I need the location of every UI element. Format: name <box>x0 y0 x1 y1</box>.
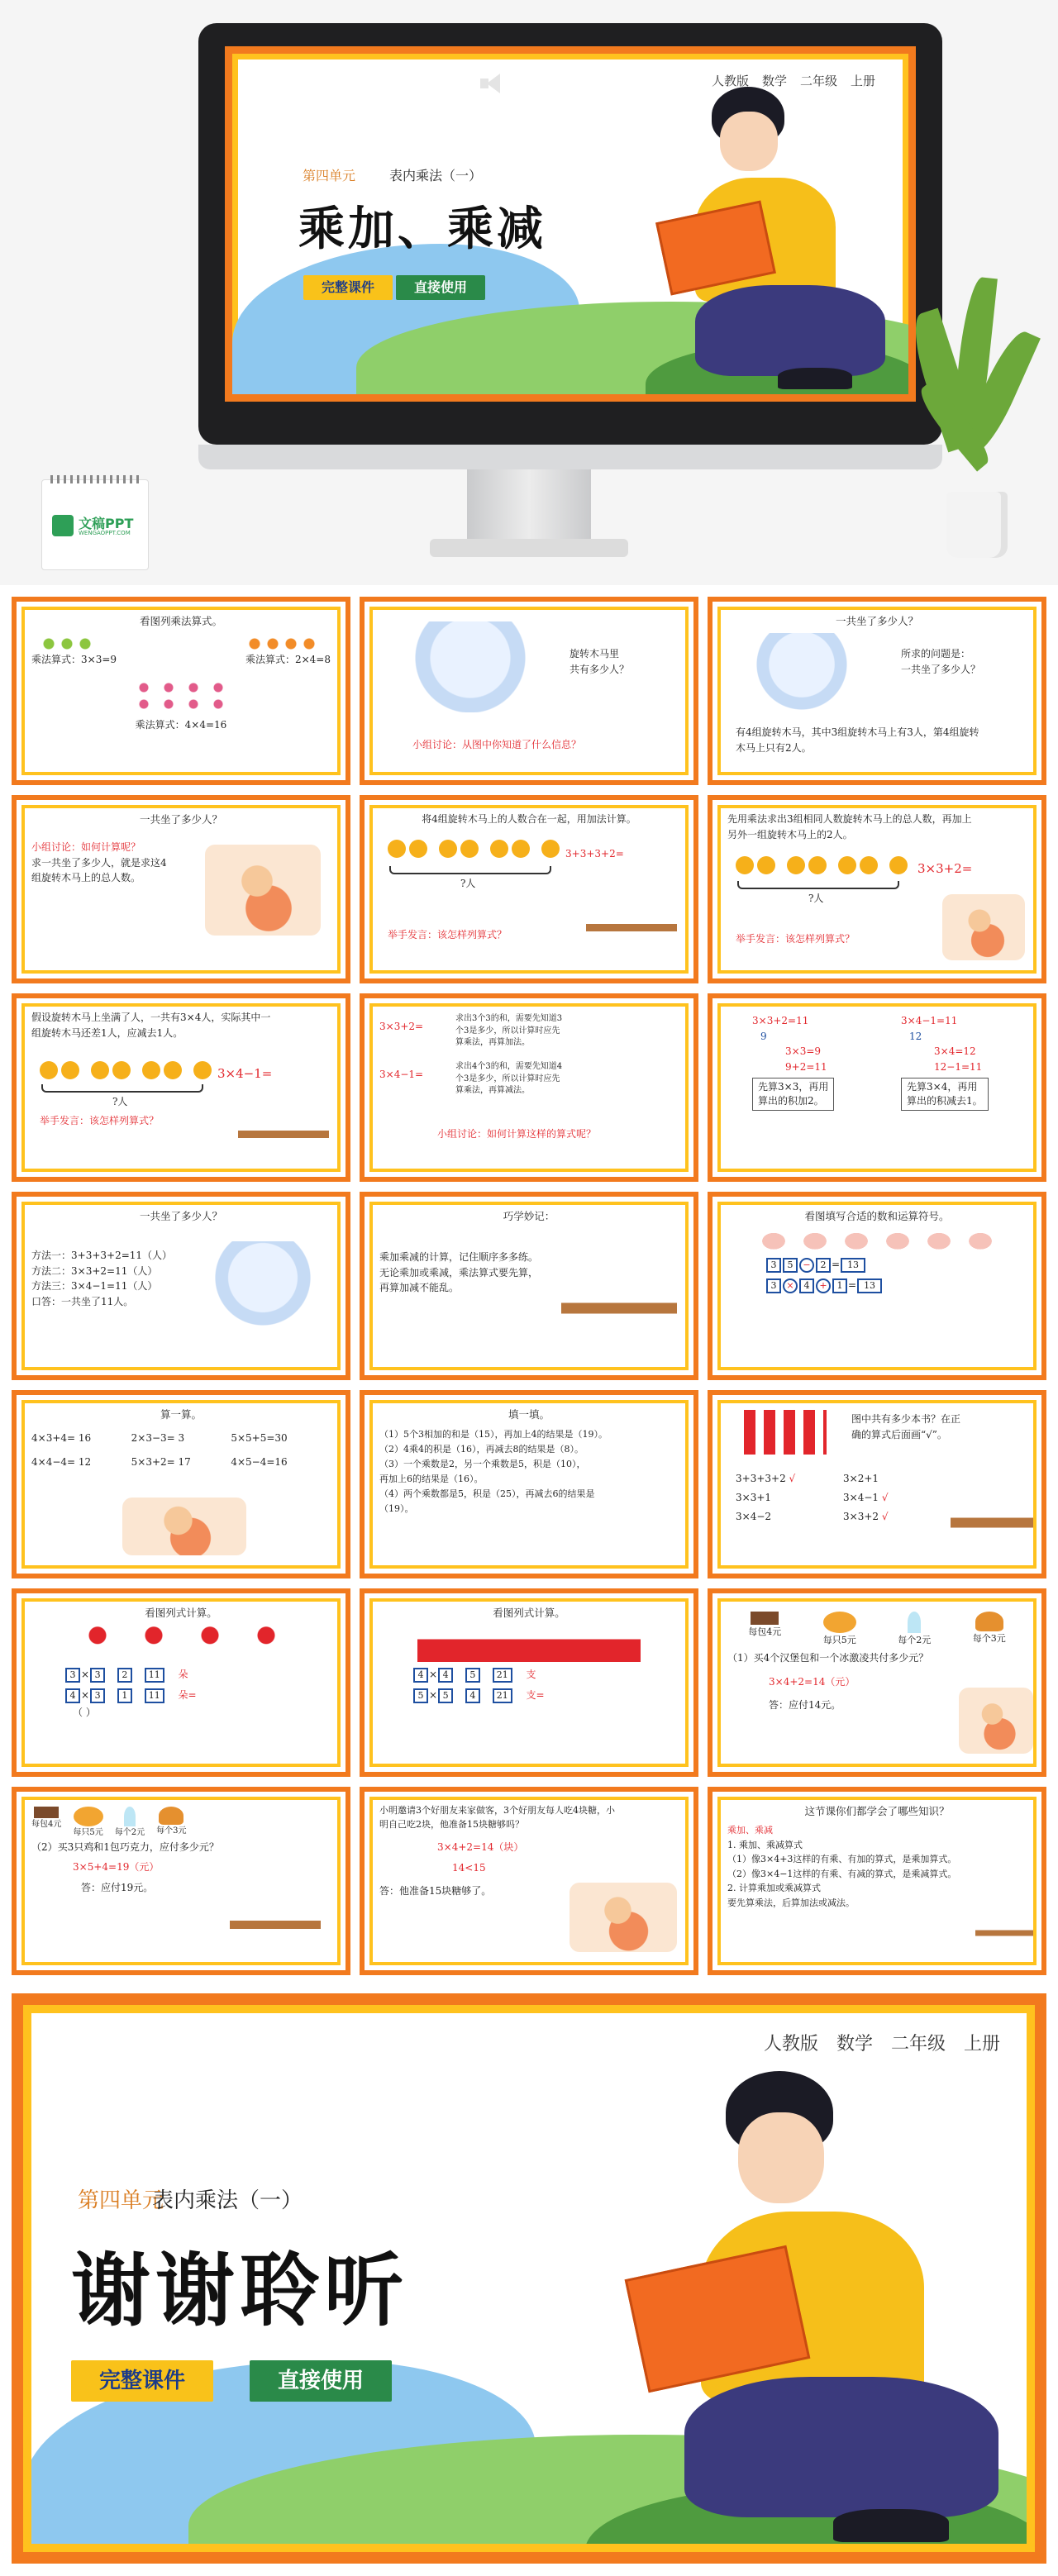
check-mark: √ <box>881 1491 889 1503</box>
discuss-label: 小组讨论：如何计算这样的算式呢？ <box>437 1128 597 1140</box>
monitor-chin <box>198 445 942 469</box>
op-box: − <box>799 1258 814 1273</box>
thanks-slide <box>12 1993 1046 2564</box>
option: 3×3+1 <box>736 1491 772 1503</box>
book-stacks-icon <box>744 1410 827 1455</box>
meta-subject: 数学 <box>761 74 787 88</box>
fruit-icon-row <box>40 636 94 652</box>
answer: 答：他准备15块糖够了。 <box>379 1885 492 1897</box>
slide-thumbnail[interactable] <box>12 1787 350 1975</box>
equation: 3×4−1=11 <box>901 1015 958 1026</box>
people-group-icons <box>40 1061 215 1084</box>
slide-line: 乘法算式：3×3=9 <box>31 654 117 666</box>
slide-line: 方法二：3×3+2=11（人） <box>31 1264 158 1277</box>
slide-line: 将4组旋转木马上的人数合在一起，用加法计算。 <box>422 813 636 825</box>
slide-title: 一共坐了多少人？ <box>835 615 918 627</box>
thanks-unit: 第四单元 <box>78 2188 164 2213</box>
candy-icon-grid <box>131 679 231 712</box>
thanks-title: 谢谢聆听 <box>71 2244 408 2337</box>
op: × <box>81 1669 90 1681</box>
slide-title: 看图填写合适的数和运算符号。 <box>804 1210 950 1222</box>
option: 3×2+1 <box>843 1473 879 1484</box>
exercise: 4×4−4= 12 <box>31 1455 92 1468</box>
brand-sub: WENGAOPPT.COM <box>79 530 131 536</box>
leaf-icon-row <box>245 636 318 652</box>
op: × <box>429 1669 438 1681</box>
meta-edition: 人教版 <box>711 74 749 88</box>
brace-icon <box>41 1084 203 1093</box>
box: 5 <box>413 1688 428 1703</box>
slide-line: 先用乘法求出3组相同人数旋转木马上的总人数，再加上 <box>727 813 972 825</box>
check-mark: √ <box>789 1473 796 1484</box>
box: 2 <box>816 1258 831 1273</box>
question: （1）买4个汉堡包和一个冰激凌共付多少元？ <box>727 1652 929 1664</box>
slide-thumbnail[interactable] <box>12 1588 350 1777</box>
children-illustration <box>205 845 321 936</box>
summary-heading: 乘加、乘减 <box>727 1825 773 1836</box>
slide-line: 要先算乘法，后算加法或减法。 <box>727 1897 855 1908</box>
monitor-stand <box>467 469 591 540</box>
unit: 支 <box>526 1669 536 1681</box>
slide-line: 一共坐了多少人？ <box>901 663 981 675</box>
slide-line: （4）两个乘数都是5，积是（25），再减去6的结果是 <box>379 1488 595 1500</box>
slide-line: 乘法算式：2×4=8 <box>245 654 331 666</box>
intermediate: 9 <box>760 1030 767 1042</box>
slide-line: 口答：一共坐了11人。 <box>31 1295 134 1307</box>
slide-line: 假设旋转木马上坐满了人，一共有3×4人，实际其中一 <box>31 1012 271 1023</box>
slide-thumbnail[interactable] <box>708 1390 1046 1578</box>
slide-line: 共有多少人？ <box>570 663 630 675</box>
cover-subtitle: 表内乘法（一） <box>389 168 483 183</box>
box: 4 <box>413 1668 428 1683</box>
box: 11 <box>145 1688 164 1703</box>
eq: = <box>848 1279 857 1292</box>
brace-icon <box>737 881 899 889</box>
tag-direct-use: 直接使用 <box>250 2360 392 2402</box>
bun-icons <box>753 1227 1001 1250</box>
slide-line: 先算3×3，再用 <box>758 1081 829 1093</box>
slide-line: 再算加减不能乱。 <box>379 1282 460 1294</box>
student-reading-illustration <box>951 1456 1033 1555</box>
discuss-label: 小组讨论：从图中你知道了什么信息？ <box>412 739 582 750</box>
slide-title: 巧学妙记： <box>503 1210 555 1222</box>
unit: 朵= <box>178 1689 197 1702</box>
equation: 3+3+3+2= <box>565 848 624 859</box>
meta-volume: 上册 <box>850 74 875 88</box>
slide-thumbnail[interactable] <box>12 1390 350 1578</box>
slide-line: 小明邀请3个好朋友来家做客，3个好朋友每人吃4块糖，小 <box>379 1805 615 1816</box>
cover-unit: 第四单元 <box>303 168 356 183</box>
unknown-label: ?人 <box>808 893 824 904</box>
box: 5 <box>438 1688 453 1703</box>
unit: 朵 <box>178 1669 188 1681</box>
slide-line: 乘加乘减的计算，记住顺序多多练。 <box>379 1251 539 1263</box>
meta-edition: 人教版 <box>763 2034 818 2055</box>
equation: 3×3+2= <box>379 1021 424 1032</box>
slide-line: 算乘法，再算减法。 <box>455 1086 530 1095</box>
box: 21 <box>493 1688 512 1703</box>
slide-line: 个3是多少，所以计算时应先 <box>455 1026 560 1036</box>
flower-icons <box>69 1624 293 1662</box>
equation: 3×4+2=14（元） <box>769 1675 855 1688</box>
box: 4 <box>438 1668 453 1683</box>
brace-icon <box>389 866 551 874</box>
pencil-cup-icons <box>417 1624 641 1662</box>
price-items: 每包4元 每只5元 每个2元 每个3元 <box>31 1807 331 1840</box>
unit: 支= <box>526 1689 545 1702</box>
slide-line: 旋转木马里 <box>570 648 620 659</box>
slide-thumbnail[interactable] <box>360 795 698 983</box>
equation: 3×5+4=19（元） <box>73 1861 160 1874</box>
classroom-illustration <box>561 1236 677 1344</box>
slide-line: 算出的积减去1。 <box>907 1095 983 1107</box>
step: 3×4=12 <box>934 1045 976 1058</box>
slide-line: （19）。 <box>379 1503 414 1515</box>
slide-line: 无论乘加或乘减，乘法算式要先算， <box>379 1266 539 1278</box>
slide-line: （2）像3×4−1这样的有乘、有减的算式，是乘减算式。 <box>727 1868 957 1879</box>
exercise: 4×3+4= 16 <box>31 1432 92 1445</box>
carousel-illustration <box>197 1241 329 1332</box>
slide-thumbnail[interactable] <box>708 993 1046 1182</box>
exercise: 5×3+2= 17 <box>131 1455 191 1468</box>
monitor-stand-base <box>430 539 628 557</box>
thanks-subtitle: 表内乘法（一） <box>152 2188 303 2213</box>
slide-line: 先算3×4，再用 <box>907 1081 978 1093</box>
slide-title: 看图列乘法算式。 <box>139 615 222 627</box>
slide-title: 看图列式计算。 <box>145 1607 217 1619</box>
answer: 答：应付19元。 <box>81 1881 154 1893</box>
exercise: 2×3−3= 3 <box>131 1432 185 1445</box>
slide-thumbnail[interactable] <box>708 1588 1046 1777</box>
slide-line: 明自己吃2块，他准备15块糖够吗？ <box>379 1819 524 1831</box>
children-eating-illustration <box>122 1498 246 1555</box>
desk-calendar <box>41 479 149 570</box>
slide-line: 算乘法，再算加法。 <box>455 1038 530 1047</box>
box: 1 <box>832 1278 847 1293</box>
slide-thumbnail[interactable] <box>12 597 350 785</box>
exercise: 5×5+5=30 <box>231 1432 288 1445</box>
tag-full-courseware: 完整课件 <box>303 275 393 300</box>
comparison: 14<15 <box>452 1861 486 1874</box>
meta-subject: 数学 <box>836 2034 873 2055</box>
box: 3 <box>766 1258 781 1273</box>
slide-thumbnail[interactable] <box>360 1588 698 1777</box>
slide-line: （1）5个3相加的和是（15），再加上4的结果是（19）。 <box>379 1428 608 1440</box>
carousel-illustration <box>388 621 553 712</box>
equation: 3×4+2=14（块） <box>437 1841 524 1854</box>
unknown-label: ?人 <box>460 878 476 889</box>
equation: 3×4−1= <box>379 1069 424 1080</box>
people-group-icons <box>388 840 563 863</box>
speaker-icon[interactable] <box>480 72 508 93</box>
discuss-label: 小组讨论：如何计算呢？ <box>31 841 141 853</box>
equation: 3×3+2=11 <box>752 1015 809 1026</box>
family-dinner-illustration <box>959 1688 1033 1754</box>
girl-at-desk-illustration <box>230 1869 321 1952</box>
people-group-icons <box>736 856 911 879</box>
carousel-illustration <box>736 633 868 712</box>
answer-blank: （ ） <box>73 1707 96 1719</box>
tag-full-courseware: 完整课件 <box>71 2360 213 2402</box>
slide-thumbnail[interactable] <box>708 1787 1046 1975</box>
op: × <box>429 1689 438 1702</box>
option: 3×4−1 <box>843 1491 879 1503</box>
box: 4 <box>65 1688 80 1703</box>
slide-thumbnail[interactable] <box>708 1192 1046 1380</box>
slide-line: 求出4个3的和，需要先知道4 <box>455 1062 563 1071</box>
box: 1 <box>117 1688 132 1703</box>
slide-line: 组旋转木马上的总人数。 <box>31 872 141 884</box>
box: 4 <box>799 1278 814 1293</box>
option: 3×3+2 <box>843 1510 879 1522</box>
slide-thumbnail[interactable] <box>360 993 698 1182</box>
box: 11 <box>145 1668 164 1683</box>
slide-thumbnail[interactable] <box>708 795 1046 983</box>
slide-line: 1. 乘加、乘减算式 <box>727 1839 803 1850</box>
slide-thumbnail[interactable] <box>360 1390 698 1578</box>
slide-line: 乘法算式：4×4=16 <box>135 718 227 731</box>
slide-line: 方法一：3+3+3+2=11（人） <box>31 1250 173 1261</box>
step: 9+2=11 <box>785 1060 827 1073</box>
equation: 3×4−1= <box>217 1066 273 1081</box>
option: 3+3+3+2 <box>736 1473 786 1484</box>
slide-title: 一共坐了多少人？ <box>139 813 222 826</box>
check-mark: √ <box>881 1510 889 1522</box>
reading-boy-illustration <box>662 87 910 402</box>
step: 3×3=9 <box>785 1045 822 1058</box>
meta-volume: 上册 <box>963 2034 1000 2055</box>
slide-thumbnail[interactable] <box>360 1787 698 1975</box>
price-items: 每包4元 每只5元 每个2元 每个3元 <box>727 1612 1027 1647</box>
reader-illustration <box>942 894 1025 960</box>
slide-thumbnail[interactable] <box>12 993 350 1182</box>
unknown-label: ?人 <box>112 1096 128 1107</box>
box: 5 <box>783 1258 798 1273</box>
slide-thumbnail[interactable] <box>360 597 698 785</box>
reading-boy-illustration <box>635 2071 1023 2564</box>
cover-mockup <box>0 0 1058 585</box>
equation: 3×3+2= <box>917 861 973 876</box>
raise-hand-label: 举手发言：该怎样列算式？ <box>736 933 855 945</box>
slide-line: 2. 计算乘加或乘减算式 <box>727 1883 821 1894</box>
option: 3×4−2 <box>736 1510 772 1522</box>
tag-direct-use: 直接使用 <box>396 275 485 300</box>
op-box: × <box>783 1278 798 1293</box>
kids-raising-hands-illustration <box>570 1883 677 1952</box>
teacher-illustration <box>238 1084 329 1159</box>
meta-grade: 二年级 <box>890 2034 946 2055</box>
box: 2 <box>117 1668 132 1683</box>
op-box: + <box>816 1278 831 1293</box>
slide-line: 另外一组旋转木马上的2人。 <box>727 828 853 840</box>
slide-line: 所求的问题是： <box>901 648 971 659</box>
slide-thumbnail[interactable] <box>360 1192 698 1380</box>
slide-line: 图中共有多少本书？在正 <box>851 1413 961 1425</box>
box: 3 <box>90 1688 105 1703</box>
box: 3 <box>90 1668 105 1683</box>
slide-line: 个3是多少，所以计算时应先 <box>455 1074 560 1083</box>
thanks-meta <box>764 2030 1000 2055</box>
intermediate: 12 <box>909 1030 922 1042</box>
slide-line: 确的算式后面画“√”。 <box>851 1428 947 1440</box>
slide-thumbnail[interactable] <box>12 795 350 983</box>
slide-line: 有4组旋转木马，其中3组旋转木马上有3人，第4组旋转 <box>736 726 979 738</box>
slide-thumbnail-grid <box>12 597 1046 1985</box>
brand-name: 文稿PPT <box>79 516 134 531</box>
box: 13 <box>841 1258 865 1273</box>
slide-line: 求出3个3的和，需要先知道3 <box>455 1014 563 1023</box>
box: 4 <box>465 1688 480 1703</box>
box: 3 <box>65 1668 80 1683</box>
cover-slide <box>225 46 916 402</box>
slide-line: （2）4乘4的积是（16），再减去8的结果是（8）。 <box>379 1443 584 1455</box>
plant-pot <box>946 492 1008 558</box>
slide-thumbnail[interactable] <box>12 1192 350 1380</box>
slide-title: 看图列式计算。 <box>493 1607 565 1619</box>
op: × <box>81 1689 90 1702</box>
slide-title: 算一算。 <box>160 1408 202 1421</box>
slide-line: 求一共坐了多少人，就是求这4 <box>31 856 167 869</box>
slide-line: 木马上只有2人。 <box>736 741 812 754</box>
slide-title: 一共坐了多少人？ <box>139 1210 222 1222</box>
question: （2）买3只鸡和1包巧克力，应付多少元？ <box>31 1840 219 1853</box>
student-at-desk-illustration <box>586 878 677 952</box>
slide-line: 方法三：3×4−1=11（人） <box>31 1280 158 1293</box>
meta-grade: 二年级 <box>799 74 837 88</box>
box: 21 <box>493 1668 512 1683</box>
raise-hand-label: 举手发言：该怎样列算式？ <box>388 929 508 940</box>
slide-line: 组旋转木马还差1人，应减去1人。 <box>31 1026 183 1039</box>
eq: = <box>832 1259 841 1271</box>
slide-line: （3）一个乘数是2，另一个乘数是5，积是（10）， <box>379 1458 586 1469</box>
cover-title: 乘加、乘减 <box>298 202 546 256</box>
student-at-computer-illustration <box>975 1894 1033 1952</box>
raise-hand-label: 举手发言：该怎样列算式？ <box>40 1115 160 1126</box>
box: 5 <box>465 1668 480 1683</box>
box: 3 <box>766 1278 781 1293</box>
answer: 答：应付14元。 <box>769 1699 841 1712</box>
slide-line: （1）像3×4+3这样的有乘、有加的算式，是乘加算式。 <box>727 1854 957 1865</box>
slide-line: 算出的积加2。 <box>758 1095 824 1107</box>
exercise: 4×5−4=16 <box>231 1455 288 1468</box>
slide-line: 再加上6的结果是（16）。 <box>379 1474 484 1485</box>
potted-plant-illustration <box>917 277 1025 558</box>
step: 12−1=11 <box>934 1060 983 1073</box>
slide-title: 这节课你们都学会了哪些知识？ <box>804 1805 950 1817</box>
slide-thumbnail[interactable] <box>708 597 1046 785</box>
slide-title: 填一填。 <box>508 1408 550 1421</box>
brand-logo-icon <box>52 515 74 536</box>
box: 13 <box>857 1278 882 1293</box>
